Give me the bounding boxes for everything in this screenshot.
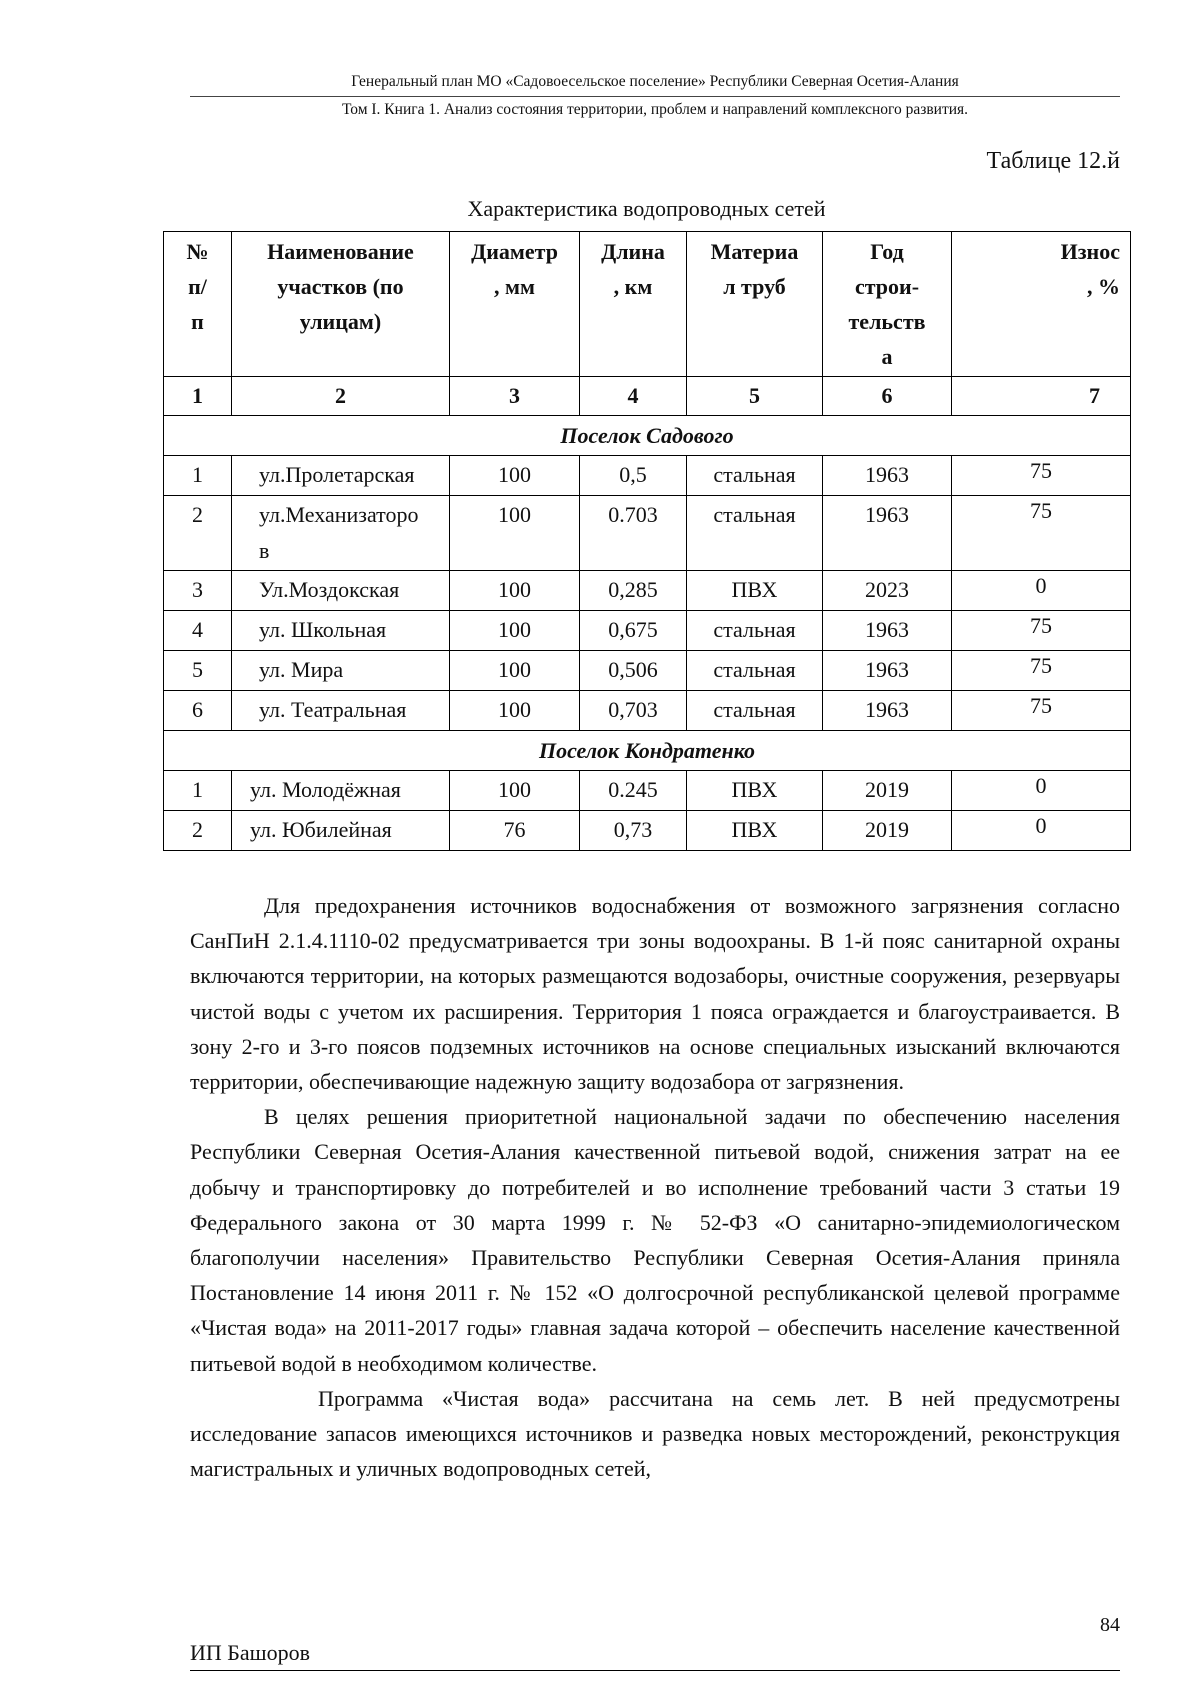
- cell-material: ПВХ: [687, 771, 823, 811]
- cell-length: 0,73: [580, 811, 687, 851]
- cell-length: 0.703: [580, 496, 687, 571]
- column-number: 3: [450, 377, 580, 416]
- cell-diameter: 76: [450, 811, 580, 851]
- cell-material: стальная: [687, 611, 823, 651]
- cell-name: ул. Молодёжная: [232, 771, 450, 811]
- column-number: 1: [164, 377, 232, 416]
- cell-wear: 0: [952, 811, 1131, 851]
- cell-year: 2023: [823, 571, 952, 611]
- header-diameter: Диаметр , мм: [450, 232, 580, 377]
- cell-diameter: 100: [450, 651, 580, 691]
- cell-num: 2: [164, 496, 232, 571]
- page-number: 84: [1100, 1614, 1120, 1636]
- cell-diameter: 100: [450, 571, 580, 611]
- paragraph: Для предохранения источников водоснабжения от возможного загрязнения согласно СанПиН 2.1.4.1110-02 предусматривается три зоны водоохраны. В 1-й пояс санитарной охраны включаются территории, на которых размещаются водозаборы, очистные сооружения, резервуары чистой воды с учетом их расширения. Территория 1 пояса ограждается и благоустраивается. В зону 2-го и 3-го поясов подземных источников на основе специальных изысканий включаются территории, обеспечивающие надежную защиту водозабора от загрязнения.: [190, 893, 1120, 1095]
- table-header-row: [164, 232, 1131, 377]
- cell-year: 1963: [823, 691, 952, 731]
- cell-num: 5: [164, 651, 232, 691]
- running-header-subtitle: Том I. Книга 1. Анализ состояния территории, проблем и направлений комплексного развития.: [341, 101, 969, 118]
- table-row: [164, 691, 1131, 731]
- cell-material: ПВХ: [687, 811, 823, 851]
- cell-num: 1: [164, 771, 232, 811]
- header-num: № п/ п: [164, 232, 232, 377]
- cell-diameter: 100: [450, 496, 580, 571]
- paragraph: В целях решения приоритетной национальной задачи по обеспечению населения Республики Северная Осетия-Алания качественной питьевой водой, снижения затрат на ее добычу и транспортировку до потребителей и во исполнение требований части 3 статьи 19 Федерального закона от 30 марта 1999 г. № 52-ФЗ «О санитарно-эпидемиологическом благополучии населения» Правительство Республики Северная Осетия-Алания приняла Постановление 14 июня 2011 г. № 152 «О долгосрочной республиканской целевой программе «Чистая вода» на 2011-2017 годы» главная задача которой – обеспечить население качественной питьевой водой в необходимом количестве.: [190, 1104, 1120, 1376]
- table-row: [164, 811, 1131, 851]
- cell-material: стальная: [687, 496, 823, 571]
- cell-length: 0.245: [580, 771, 687, 811]
- cell-wear: 75: [952, 691, 1131, 731]
- cell-wear: 75: [952, 611, 1131, 651]
- section-row: [164, 731, 1131, 771]
- footer-author: ИП Башоров: [190, 1640, 311, 1665]
- cell-length: 0,703: [580, 691, 687, 731]
- column-number: 2: [232, 377, 450, 416]
- cell-length: 0,285: [580, 571, 687, 611]
- running-header-title: Генеральный план МО «Садовоесельское поселение» Республики Северная Осетия-Алания: [351, 73, 959, 90]
- cell-diameter: 100: [450, 691, 580, 731]
- cell-name: ул.Пролетарская: [232, 456, 450, 496]
- header-name: Наименование участков (по улицам): [232, 232, 450, 377]
- cell-num: 2: [164, 811, 232, 851]
- table-row: [164, 651, 1131, 691]
- table-caption: Характеристика водопроводных сетей: [467, 196, 826, 221]
- cell-diameter: 100: [450, 456, 580, 496]
- cell-wear: 75: [952, 496, 1131, 571]
- table-row: [164, 496, 1131, 571]
- cell-diameter: 100: [450, 771, 580, 811]
- table-row: [164, 611, 1131, 651]
- cell-wear: 75: [952, 651, 1131, 691]
- cell-length: 0,506: [580, 651, 687, 691]
- cell-diameter: 100: [450, 611, 580, 651]
- column-number: 6: [823, 377, 952, 416]
- cell-name: ул.Механизаторо в: [232, 496, 450, 571]
- paragraph: Программа «Чистая вода» рассчитана на семь лет. В ней предусмотрены исследование запасов имеющихся источников и разведка новых месторождений, реконструкция магистральных и уличных водопроводных сетей,: [190, 1385, 1120, 1482]
- cell-length: 0,5: [580, 456, 687, 496]
- cell-year: 1963: [823, 651, 952, 691]
- cell-material: ПВХ: [687, 571, 823, 611]
- table-row: [164, 771, 1131, 811]
- body-text: [190, 888, 1120, 1486]
- water-network-table: [163, 231, 1131, 851]
- cell-year: 1963: [823, 496, 952, 571]
- cell-num: 4: [164, 611, 232, 651]
- cell-num: 1: [164, 456, 232, 496]
- header-year: Год строи- тельств а: [823, 232, 952, 377]
- cell-name: ул. Юбилейная: [232, 811, 450, 851]
- cell-num: 3: [164, 571, 232, 611]
- cell-material: стальная: [687, 691, 823, 731]
- cell-name: ул. Мира: [232, 651, 450, 691]
- column-number: 4: [580, 377, 687, 416]
- cell-num: 6: [164, 691, 232, 731]
- table-number: Таблице 12.й: [986, 148, 1120, 174]
- section-row: [164, 416, 1131, 456]
- header-material: Материа л труб: [687, 232, 823, 377]
- header-divider: [190, 96, 1120, 97]
- cell-name: Ул.Моздокская: [232, 571, 450, 611]
- table-row: [164, 571, 1131, 611]
- cell-year: 2019: [823, 771, 952, 811]
- section-title: Поселок Кондратенко: [164, 731, 1131, 771]
- cell-wear: 75: [952, 456, 1131, 496]
- table-row: [164, 456, 1131, 496]
- cell-year: 1963: [823, 611, 952, 651]
- cell-wear: 0: [952, 571, 1131, 611]
- column-number-row: [164, 377, 1131, 416]
- column-number: 5: [687, 377, 823, 416]
- section-title: Поселок Садового: [164, 416, 1131, 456]
- cell-length: 0,675: [580, 611, 687, 651]
- footer-divider: [190, 1670, 1120, 1671]
- header-length: Длина , км: [580, 232, 687, 377]
- cell-material: стальная: [687, 651, 823, 691]
- column-number: 7: [952, 377, 1131, 416]
- cell-material: стальная: [687, 456, 823, 496]
- header-wear: Износ , %: [952, 232, 1131, 377]
- cell-name: ул. Школьная: [232, 611, 450, 651]
- cell-year: 1963: [823, 456, 952, 496]
- cell-wear: 0: [952, 771, 1131, 811]
- cell-year: 2019: [823, 811, 952, 851]
- cell-name: ул. Театральная: [232, 691, 450, 731]
